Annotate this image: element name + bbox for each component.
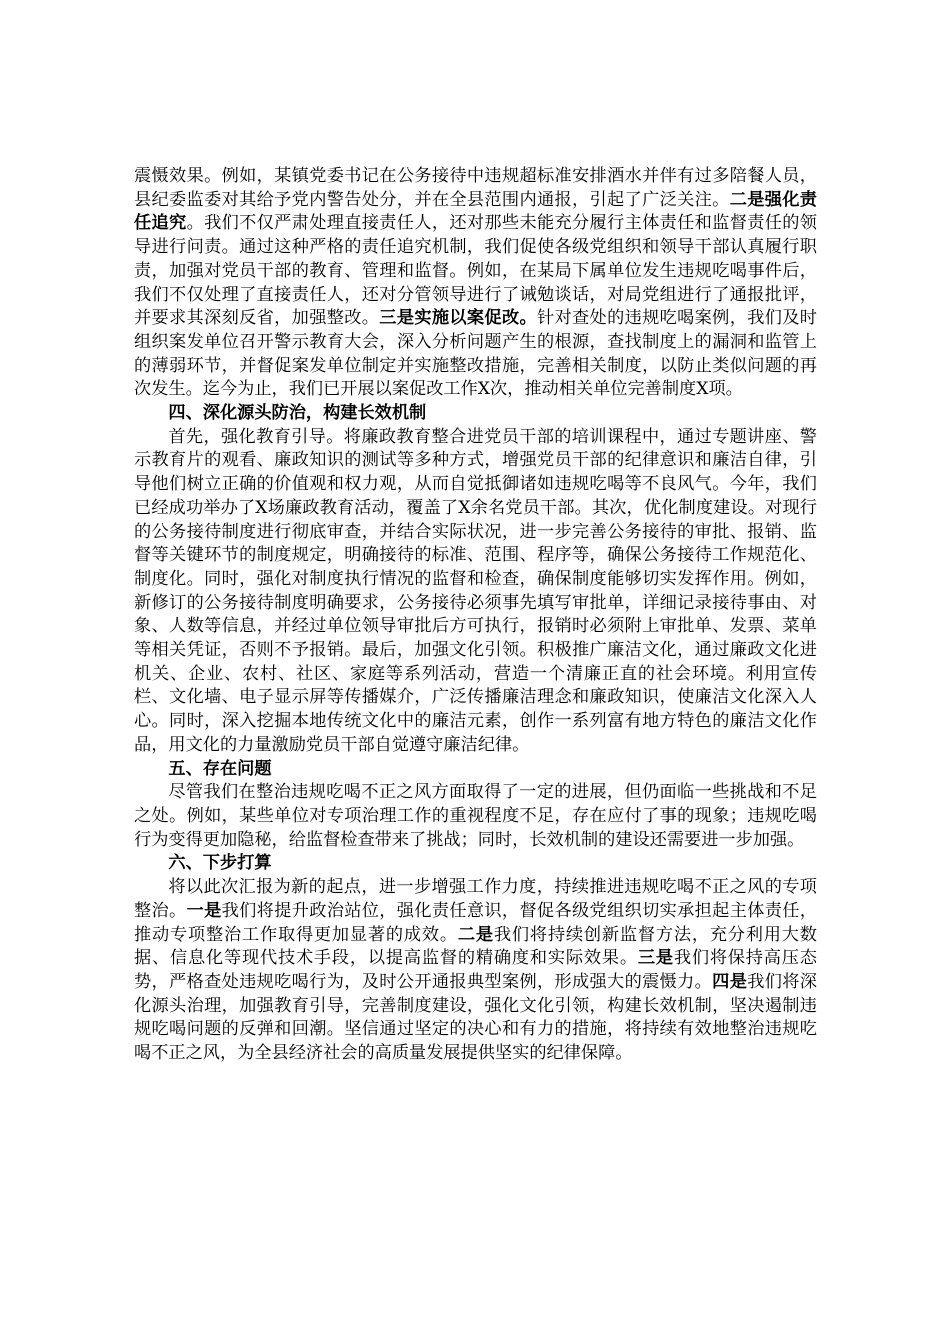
bold-span: 三是 <box>637 948 674 969</box>
paragraph-source-prevention <box>134 426 817 758</box>
paragraph-existing-problems <box>134 781 817 852</box>
text-span: 我们将保持高压态势，严格查处违规吃喝行为，及时公开通报典型案例，形成强大的震慑力。 <box>134 948 817 992</box>
bold-span: 二是 <box>457 924 494 945</box>
section-heading-5: 五、存在问题 <box>168 758 272 779</box>
text-span: 震慑效果。例如，某镇党委书记在公务接待中违规超标准安排酒水并伴有过多陪餐人员，县纪委监委对其给予党内警告处分，并在全县范围内通报，引起了广泛关注。 <box>134 166 817 210</box>
text-span: 首先，强化教育引导。将廉政教育整合进党员干部的培训课程中，通过专题讲座、警示教育片的观看、廉政知识的测试等多种方式，增强党员干部的纪律意识和廉洁自律，引导他们树立正确的价值观和权力观，从而自觉抵御诸如违规吃喝等不良风气。今年，我们已经成功举办了X场廉政教育活动，覆盖了X余名党员干部。其次，优化制度建设。对现行的公务接待制度进行彻底审查，并结合实际状况，进一步完善公务接待的审批、报销、监督等关键环节的制度规定，明确接待的标准、范围、程序等，确保公务接待工作规范化、制度化。同时，强化对制度执行情况的监督和检查，确保制度能够切实发挥作用。例如，新修订的公务接待制度明确要求，公务接待必须事先填写审批单，详细记录接待事由、对象、人数等信息，并经过单位领导审批后方可执行，报销时必须附上审批单、发票、菜单等相关凭证，否则不予报销。最后，加强文化引领。积极推广廉洁文化，通过廉政文化进机关、企业、农村、社区、家庭等系列活动，营造一个清廉正直的社会环境。利用宣传栏、文化墙、电子显示屏等传播媒介，广泛传播廉洁理念和廉政知识，使廉洁文化深入人心。同时，深入挖掘本地传统文化中的廉洁元素，创作一系列富有地方特色的廉洁文化作品，用文化的力量激励党员干部自觉遵守廉洁纪律。 <box>134 426 817 755</box>
bold-span: 四是 <box>712 971 748 992</box>
text-span: 。我们不仅严肃处理直接责任人，还对那些未能充分履行主体责任和监督责任的领导进行问责。通过这种严格的责任追究机制，我们促使各级党组织和领导干部认真履行职责，加强对党员干部的教育、管理和监督。例如，在某局下属单位发生违规吃喝事件后，我们不仅处理了直接责任人，还对分管领导进行了诫勉谈话，对局党组进行了通报批评，并要求其深刻反省，加强整改。 <box>134 213 817 329</box>
text-span: 尽管我们在整治违规吃喝不正之风方面取得了一定的进展，但仍面临一些挑战和不足之处。例如，某些单位对专项治理工作的重视程度不足，存在应付了事的现象；违规吃喝行为变得更加隐秘，给监督检查带来了挑战；同时，长效机制的建设还需要进一步加强。 <box>134 782 817 850</box>
bold-span: 三是实施以案促改。 <box>379 308 537 329</box>
text-span: 我们将持续创新监督方法，充分利用大数据、信息化等现代技术手段，以提高监督的精确度和实际效果。 <box>134 924 817 969</box>
text-span: 我们将提升政治站位，强化责任意识，督促各级党组织切实承担起主体责任，推动专项整治工作取得更加显著的成效。 <box>134 900 817 945</box>
text-span: 将以此次汇报为新的起点，进一步增强工作力度，持续推进违规吃喝不正之风的专项整治。 <box>134 877 817 921</box>
paragraph-next-steps <box>134 876 817 1066</box>
document-body <box>134 165 817 1066</box>
section-heading-6: 六、下步打算 <box>168 853 272 874</box>
section-heading-4: 四、深化源头防治，构建长效机制 <box>168 403 427 424</box>
paragraph-accountability <box>134 165 817 402</box>
bold-span: 二是强化责任追究 <box>134 189 817 234</box>
bold-span: 一是 <box>186 900 222 921</box>
text-span: 针对查处的违规吃喝案例，我们及时组织案发单位召开警示教育大会，深入分析问题产生的根源，查找制度上的漏洞和监管上的薄弱环节，并督促案发单位制定并实施整改措施，完善相关制度，以防止类似问题的再次发生。迄今为止，我们已开展以案促改工作X次，推动相关单位完善制度X项。 <box>134 308 817 400</box>
text-span: 我们将深化源头治理，加强教育引导，完善制度建设，强化文化引领，构建长效机制，坚决遏制违规吃喝问题的反弹和回潮。坚信通过坚定的决心和有力的措施，将持续有效地整治违规吃喝不正之风，为全县经济社会的高质量发展提供坚实的纪律保障。 <box>134 971 817 1064</box>
